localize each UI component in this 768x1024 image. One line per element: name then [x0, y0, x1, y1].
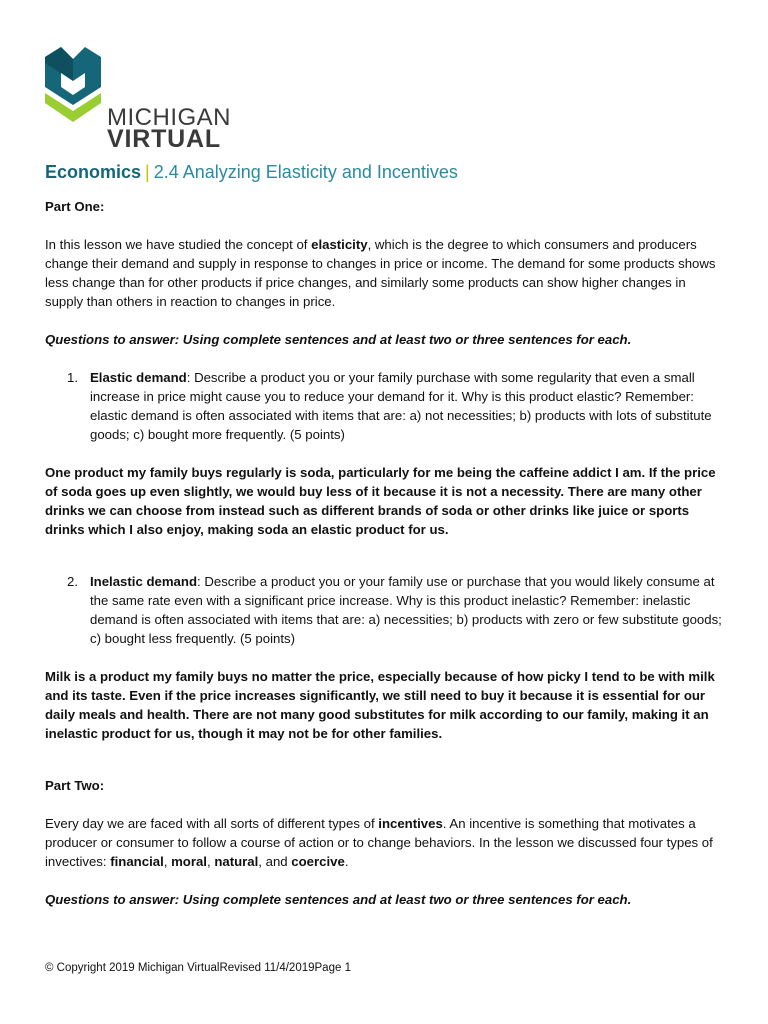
- page-title: [45, 160, 725, 184]
- part-one-intro: [45, 235, 725, 311]
- page-footer: © Copyright 2019 Michigan VirtualRevised 11/4/2019Page 1: [45, 962, 351, 974]
- question-list-2: [45, 572, 725, 648]
- text-run: , which is the degree to which consumers and producers change their demand and supply in response to changes in price or income. The demand for some products shows less change than for other products if price changes, and similarly some products can show higher changes in supply than others in reaction to changes in price.: [45, 237, 716, 309]
- question-term: Elastic demand: [90, 370, 187, 385]
- text-run: In this lesson we have studied the concept of: [45, 237, 312, 252]
- answer-text: Milk is a product my family buys no matter the price, especially because of how picky I tend to be with milk and its taste. Even if the price increases significantly, we still need to buy it because it is essential for our daily meals and health. There are not many good substitutes for milk according to our family, making it an inelastic product for us, though it may not be for other families.: [45, 669, 715, 741]
- part-one-heading: Part One:: [45, 199, 105, 214]
- logo-text-michigan: MICHIGAN: [107, 104, 231, 131]
- course-name: Economics: [45, 162, 142, 182]
- bold-term: coercive: [291, 854, 345, 869]
- question-text: : Describe a product you or your family use or purchase that you would likely consume at the same rate even with a significant price increase. Why is this product inelastic? Remember: inelastic demand is often associated with items that are: a) necessities; b) products with zero or few substitute goods; c) bought less frequently. (5 points): [90, 574, 722, 646]
- question-number: 1.: [67, 370, 78, 385]
- question-text: : Describe a product you or your family purchase with some regularity that even a small increase in price might cause you to reduce your demand for it. Why is this product elastic? Remember: elastic demand is often associated with items that are: a) not necessities; b) products with lots of substitute goods; c) bought more frequently. (5 points): [90, 370, 712, 442]
- michigan-virtual-logo: [45, 47, 235, 153]
- part-one-instructions: Questions to answer: Using complete sentences and at least two or three sentences for each.: [45, 332, 632, 347]
- logo-text-virtual: VIRTUAL: [107, 125, 221, 153]
- text-run: ,: [163, 854, 172, 869]
- bold-term: financial: [110, 854, 164, 869]
- part-two-intro: [45, 814, 725, 871]
- answer-text: One product my family buys regularly is soda, particularly for me being the caffeine addict I am. If the price of soda goes up even slightly, we would buy less of it because it is not a necessity. There are many other drinks we can choose from instead such as different brands of soda or other drinks like juice or sports drinks which I also enjoy, making soda an elastic product for us.: [45, 465, 716, 537]
- title-separator: |: [145, 162, 150, 182]
- chevron-m-logo-icon: [45, 47, 101, 122]
- part-two-instructions: Questions to answer: Using complete sentences and at least two or three sentences for each.: [45, 892, 632, 907]
- document-body: [45, 160, 725, 909]
- question-term: Inelastic demand: [90, 574, 198, 589]
- part-two-heading: Part Two:: [45, 778, 105, 793]
- bold-term: incentives: [378, 816, 443, 831]
- text-run: . An incentive is something that motivates a producer or consumer to follow a course of action or to change behaviors. In the lesson we discussed four types of invectives:: [45, 816, 713, 869]
- bold-term: moral: [171, 854, 207, 869]
- text-run: Every day we are faced with all sorts of different types of: [45, 816, 379, 831]
- question-item: [67, 368, 725, 444]
- bold-term: elasticity: [311, 237, 368, 252]
- lesson-title: 2.4 Analyzing Elasticity and Incentives: [153, 162, 458, 182]
- question-item: [67, 572, 725, 648]
- question-list-1: [45, 368, 725, 444]
- bold-term: natural: [214, 854, 259, 869]
- text-run: , and: [258, 854, 292, 869]
- text-run: .: [344, 854, 349, 869]
- question-number: 2.: [67, 574, 78, 589]
- text-run: ,: [206, 854, 215, 869]
